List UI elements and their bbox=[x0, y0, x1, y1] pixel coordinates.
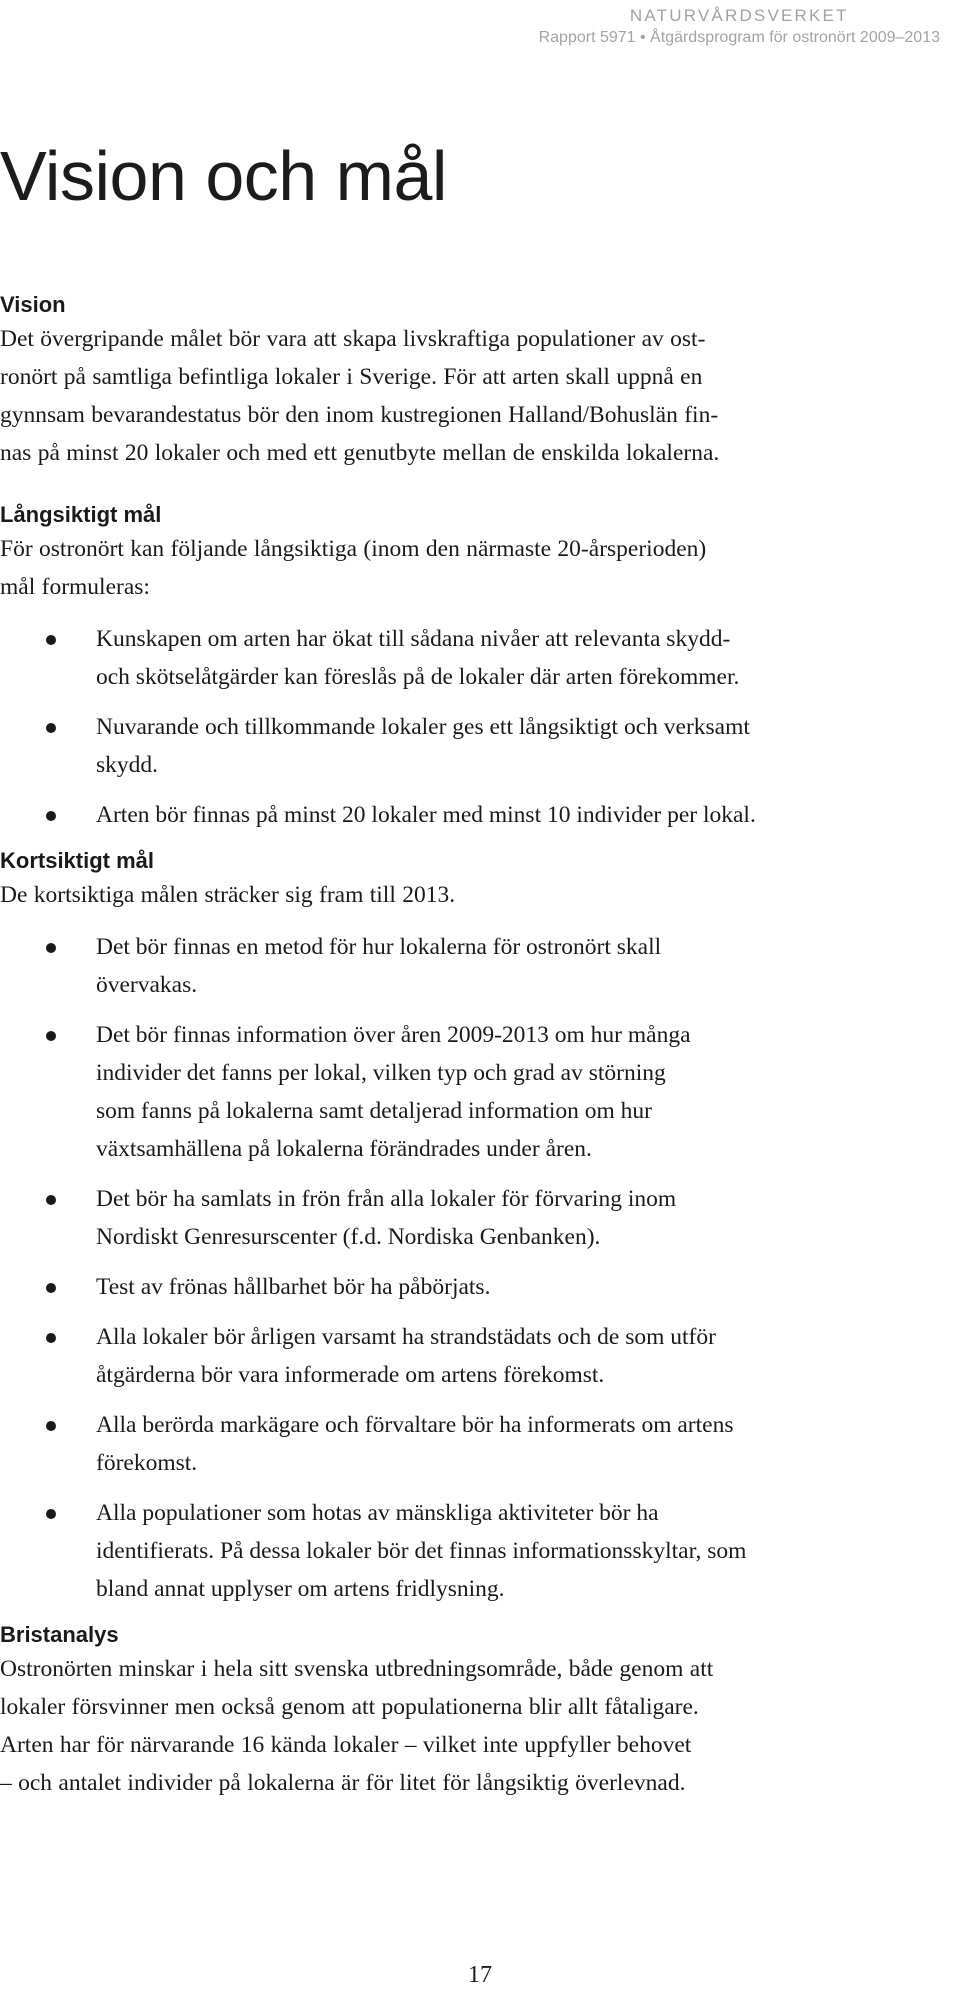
text-line: Alla berörda markägare och förvaltare bör ha informerats om artens bbox=[96, 1412, 734, 1438]
longterm-bullet-list bbox=[0, 620, 958, 834]
text-line: Nordiskt Genresurscenter (f.d. Nordiska Genbanken). bbox=[96, 1224, 601, 1250]
text-line: Arten bör finnas på minst 20 lokaler med minst 10 individer per lokal. bbox=[96, 802, 756, 828]
gap-analysis-paragraph bbox=[0, 1650, 958, 1802]
text-line: som fanns på lokalerna samt detaljerad information om hur bbox=[96, 1098, 653, 1124]
shortterm-bullet-list bbox=[0, 928, 958, 1608]
text-line: Nuvarande och tillkommande lokaler ges ett långsiktigt och verksamt bbox=[96, 714, 750, 740]
text-line: skydd. bbox=[96, 752, 159, 778]
text-line: Ostronörten minskar i hela sitt svenska utbredningsområde, både genom att bbox=[0, 1656, 714, 1682]
report-reference: Rapport 5971 • Åtgärdsprogram för ostronört 2009–2013 bbox=[538, 29, 940, 46]
text-line: ronört på samtliga befintliga lokaler i Sverige. För att arten skall uppnå en bbox=[0, 364, 703, 390]
text-line: Test av frönas hållbarhet bör ha påbörjats. bbox=[96, 1274, 491, 1300]
publisher-name: NATURVÅRDSVERKET bbox=[629, 6, 849, 25]
text-line: bland annat upplyser om artens fridlysning. bbox=[96, 1576, 505, 1602]
section-heading-vision: Vision bbox=[0, 292, 66, 317]
vision-paragraph bbox=[0, 320, 958, 472]
bullet-icon bbox=[46, 635, 56, 645]
text-line: och skötselåtgärder kan föreslås på de lokaler där arten förekommer. bbox=[96, 664, 740, 690]
page-number: 17 bbox=[468, 1962, 492, 1988]
list-item bbox=[0, 1016, 958, 1168]
list-item bbox=[0, 1406, 958, 1482]
text-line: växtsamhällena på lokalerna förändrades under åren. bbox=[96, 1136, 592, 1162]
section-heading-shortterm: Kortsiktigt mål bbox=[0, 848, 155, 873]
bullet-icon bbox=[46, 1421, 56, 1431]
bullet-icon bbox=[46, 811, 56, 821]
shortterm-intro bbox=[0, 876, 958, 914]
list-item bbox=[0, 1494, 958, 1608]
text-line: gynnsam bevarandestatus bör den inom kustregionen Halland/Bohuslän fin- bbox=[0, 402, 719, 428]
section-shortterm-goal bbox=[0, 846, 958, 1608]
text-line: identifierats. På dessa lokaler bör det finnas informationsskyltar, som bbox=[96, 1538, 747, 1564]
bullet-icon bbox=[46, 723, 56, 733]
list-item bbox=[0, 1268, 958, 1306]
text-line: Alla lokaler bör årligen varsamt ha strandstädats och de som utför bbox=[96, 1324, 716, 1350]
text-line: lokaler försvinner men också genom att populationerna blir allt fåtaligare. bbox=[0, 1694, 699, 1720]
running-header bbox=[539, 5, 940, 49]
text-line: Det övergripande målet bör vara att skapa livskraftiga populationer av ost- bbox=[0, 326, 706, 352]
text-line: Alla populationer som hotas av mänskliga aktiviteter bör ha bbox=[96, 1500, 659, 1526]
text-line: övervakas. bbox=[96, 972, 198, 998]
text-line: Arten har för närvarande 16 kända lokaler – vilket inte uppfyller behovet bbox=[0, 1732, 692, 1758]
text-line: Det bör finnas information över åren 2009-2013 om hur många bbox=[96, 1022, 691, 1048]
bullet-icon bbox=[46, 1283, 56, 1293]
bullet-icon bbox=[46, 943, 56, 953]
list-item bbox=[0, 620, 958, 696]
text-line: åtgärderna bör vara informerade om artens förekomst. bbox=[96, 1362, 605, 1388]
bullet-icon bbox=[46, 1333, 56, 1343]
text-line: Det bör ha samlats in frön från alla lokaler för förvaring inom bbox=[96, 1186, 677, 1212]
list-item bbox=[0, 928, 958, 1004]
bullet-icon bbox=[46, 1195, 56, 1205]
list-item bbox=[0, 1318, 958, 1394]
text-line: De kortsiktiga målen sträcker sig fram till 2013. bbox=[0, 882, 456, 908]
longterm-intro bbox=[0, 530, 958, 606]
section-heading-gap-analysis: Bristanalys bbox=[0, 1622, 119, 1647]
text-line: Kunskapen om arten har ökat till sådana nivåer att relevanta skydd- bbox=[96, 626, 731, 652]
text-line: – och antalet individer på lokalerna är för litet för långsiktig överlevnad. bbox=[0, 1770, 686, 1796]
text-line: individer det fanns per lokal, vilken typ och grad av störning bbox=[96, 1060, 666, 1086]
page-content bbox=[0, 290, 958, 1802]
section-heading-longterm: Långsiktigt mål bbox=[0, 502, 162, 527]
text-line: Det bör finnas en metod för hur lokalerna för ostronört skall bbox=[96, 934, 662, 960]
bullet-icon bbox=[46, 1031, 56, 1041]
text-line: nas på minst 20 lokaler och med ett genutbyte mellan de enskilda lokalerna. bbox=[0, 440, 720, 466]
text-line: mål formuleras: bbox=[0, 574, 150, 600]
list-item bbox=[0, 1180, 958, 1256]
bullet-icon bbox=[46, 1509, 56, 1519]
section-gap-analysis bbox=[0, 1620, 958, 1802]
text-line: För ostronört kan följande långsiktiga (inom den närmaste 20-årsperioden) bbox=[0, 536, 707, 562]
page-title: Vision och mål bbox=[0, 137, 447, 215]
section-vision bbox=[0, 290, 958, 472]
list-item bbox=[0, 796, 958, 834]
list-item bbox=[0, 708, 958, 784]
section-longterm-goal bbox=[0, 500, 958, 834]
text-line: förekomst. bbox=[96, 1450, 198, 1476]
